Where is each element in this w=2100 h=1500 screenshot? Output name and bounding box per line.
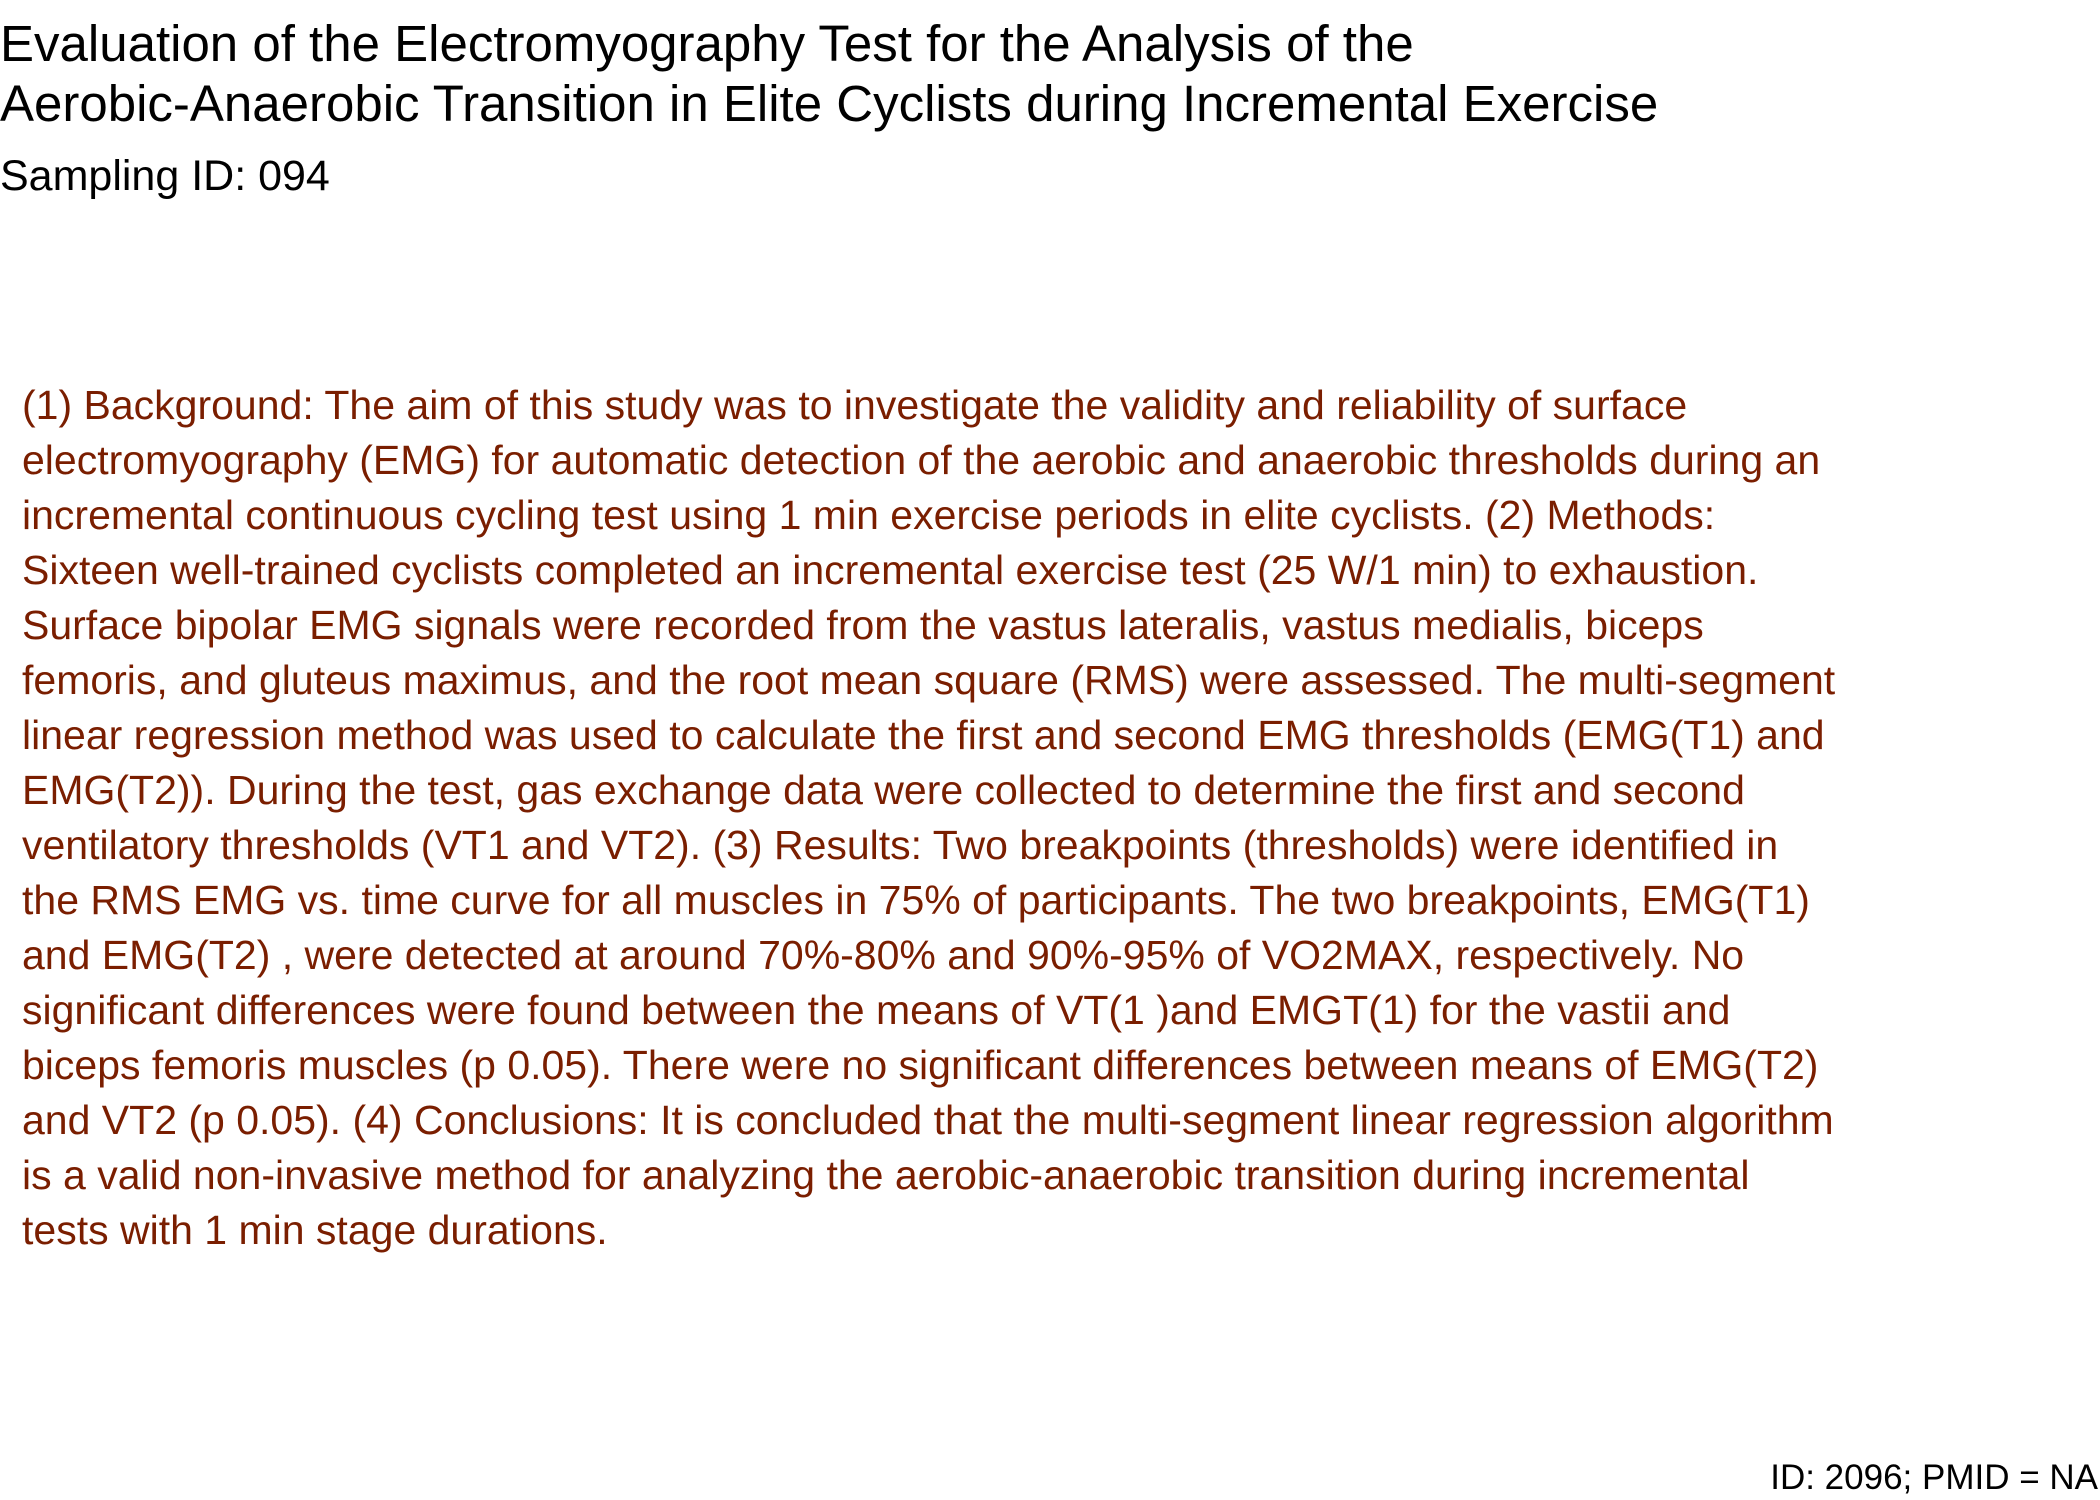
abstract-line: and VT2 (p 0.05). (4) Conclusions: It is concluded that the multi-segment linear regression algorithm bbox=[22, 1097, 1834, 1143]
abstract-line: and EMG(T2) , were detected at around 70%-80% and 90%-95% of VO2MAX, respectively. No bbox=[22, 932, 1745, 978]
abstract-line: is a valid non-invasive method for analyzing the aerobic-anaerobic transition during incremental bbox=[22, 1152, 1750, 1198]
title-line-2: Aerobic-Anaerobic Transition in Elite Cyclists during Incremental Exercise bbox=[0, 75, 1659, 132]
abstract-line: Surface bipolar EMG signals were recorded from the vastus lateralis, vastus medialis, biceps bbox=[22, 602, 1704, 648]
abstract-line: (1) Background: The aim of this study was to investigate the validity and reliability of surface bbox=[22, 382, 1688, 428]
footer-id: ID: 2096; PMID = NA bbox=[1770, 1458, 2098, 1497]
abstract-line: electromyography (EMG) for automatic detection of the aerobic and anaerobic thresholds during an bbox=[22, 437, 1821, 483]
abstract-line: ventilatory thresholds (VT1 and VT2). (3) Results: Two breakpoints (thresholds) were identified in bbox=[22, 822, 1779, 868]
title-line-1: Evaluation of the Electromyography Test for the Analysis of the bbox=[0, 15, 1414, 72]
abstract-line: biceps femoris muscles (p 0.05). There were no significant differences between means of EMG(T2) bbox=[22, 1042, 1819, 1088]
abstract-line: incremental continuous cycling test using 1 min exercise periods in elite cyclists. (2) Methods: bbox=[22, 492, 1716, 538]
abstract-line: femoris, and gluteus maximus, and the root mean square (RMS) were assessed. The multi-segment bbox=[22, 657, 1836, 703]
sampling-id: Sampling ID: 094 bbox=[0, 152, 330, 200]
abstract-line: significant differences were found between the means of VT(1 )and EMGT(1) for the vastii and bbox=[22, 987, 1731, 1033]
abstract-line: the RMS EMG vs. time curve for all muscles in 75% of participants. The two breakpoints, EMG(T1) bbox=[22, 877, 1810, 923]
abstract-line: EMG(T2)). During the test, gas exchange data were collected to determine the first and second bbox=[22, 767, 1745, 813]
abstract-line: tests with 1 min stage durations. bbox=[22, 1207, 608, 1253]
abstract-line: Sixteen well-trained cyclists completed an incremental exercise test (25 W/1 min) to exhaustion. bbox=[22, 547, 1759, 593]
abstract-line: linear regression method was used to calculate the first and second EMG thresholds (EMG(T1) and bbox=[22, 712, 1825, 758]
abstract-text bbox=[22, 378, 2100, 1258]
paper-title bbox=[0, 14, 2000, 134]
